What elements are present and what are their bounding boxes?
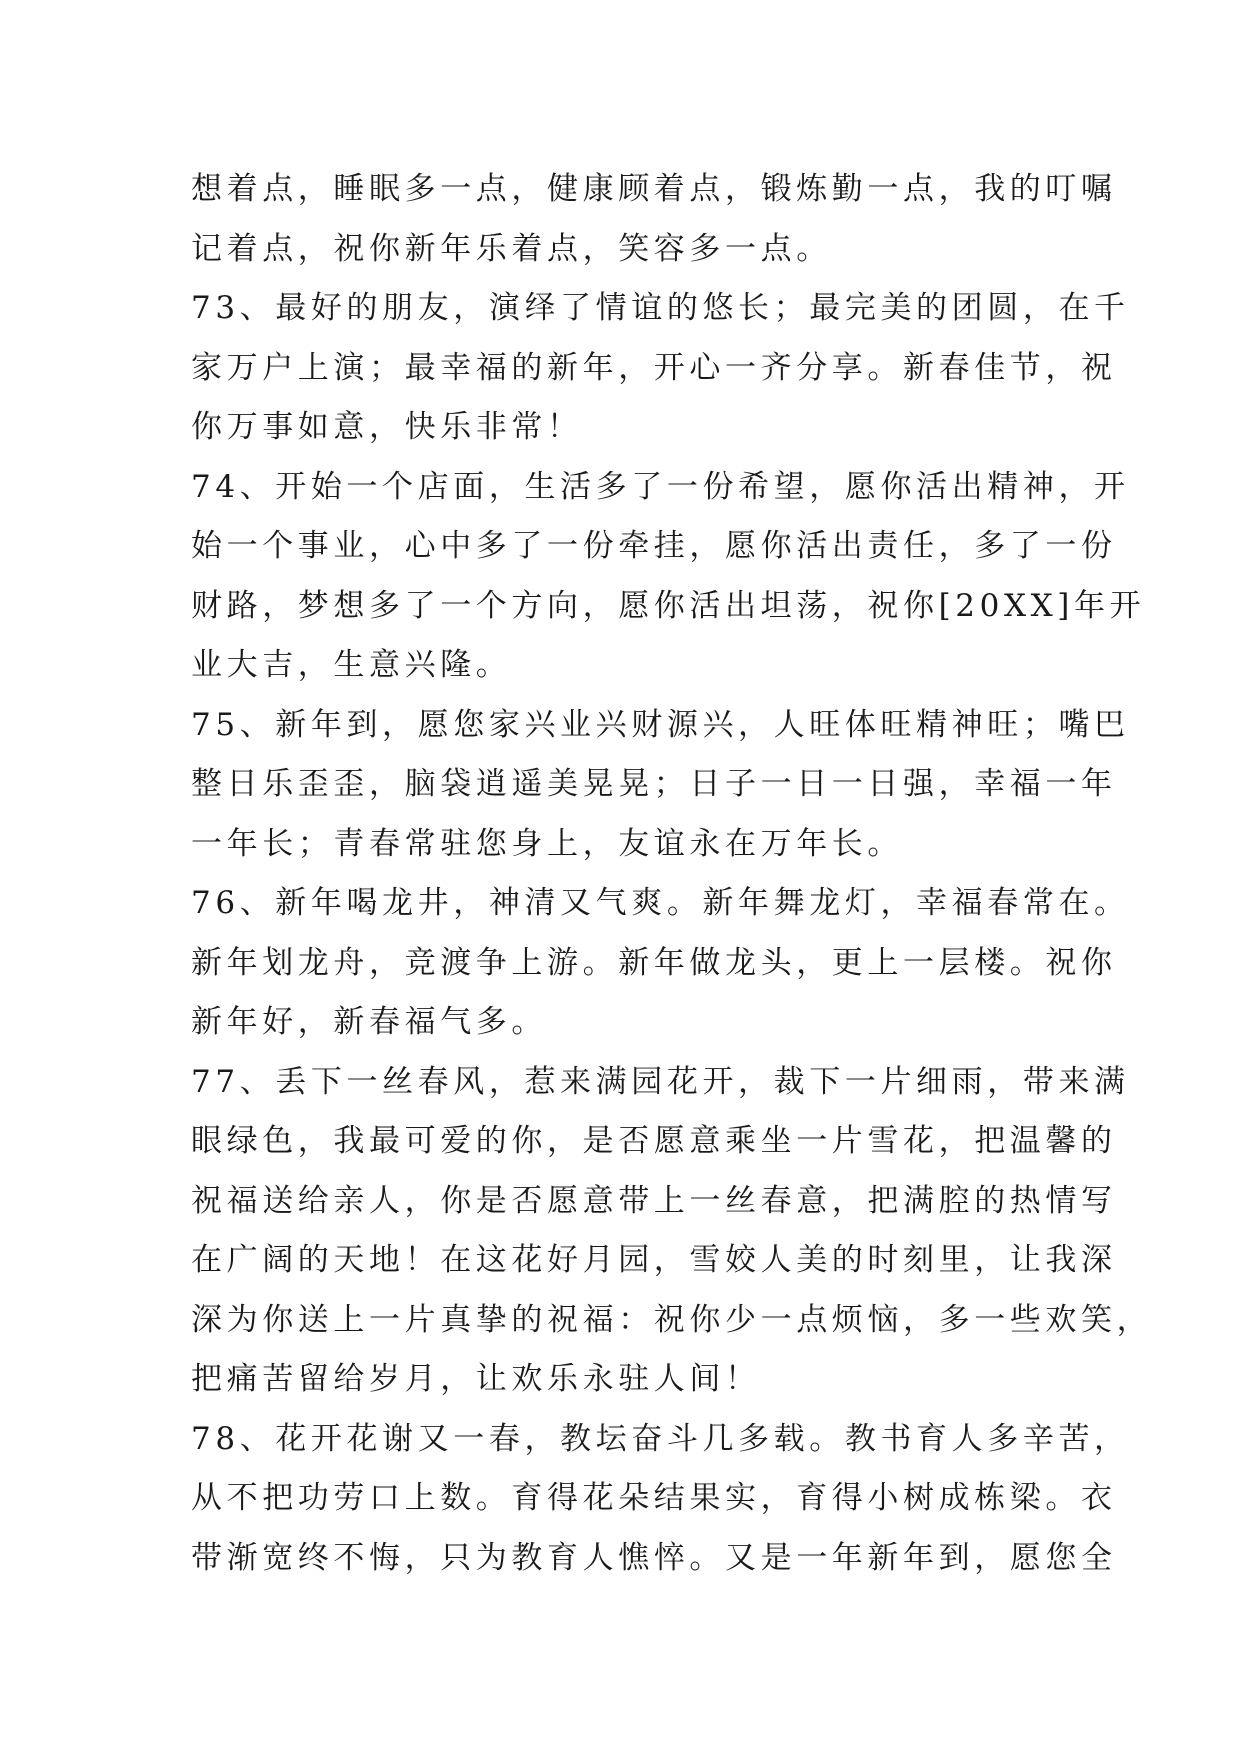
text-line: 始一个事业，心中多了一份牵挂，愿你活出责任，多了一份 xyxy=(191,528,1117,564)
text-line: 新年划龙舟，竞渡争上游。新年做龙头，更上一层楼。祝你 xyxy=(191,944,1117,981)
text-line: 从不把功劳口上数。育得花朵结果实，育得小树成栋梁。衣 xyxy=(191,1480,1117,1516)
text-line: 在广阔的天地！在这花好月园，雪姣人美的时刻里，让我深 xyxy=(191,1242,1117,1278)
text-line: 想着点，睡眠多一点，健康顾着点，锻炼勤一点，我的叮嘱 xyxy=(191,171,1117,207)
text-line: 祝福送给亲人，你是否愿意带上一丝春意，把满腔的热情写 xyxy=(191,1182,1117,1219)
text-line: 74、开始一个店面，生活多了一份希望，愿你活出精神，开 xyxy=(191,468,1130,505)
text-line: 家万户上演；最幸福的新年，开心一齐分享。新春佳节，祝 xyxy=(191,349,1117,386)
text-line: 财路，梦想多了一个方向，愿你活出坦荡，祝你[20XX]年开 xyxy=(191,587,1146,624)
text-line: 记着点，祝你新年乐着点，笑容多一点。 xyxy=(191,230,832,267)
text-line: 把痛苦留给岁月，让欢乐永驻人间！ xyxy=(191,1361,761,1397)
text-line: 业大吉，生意兴隆。 xyxy=(191,647,512,683)
text-line: 75、新年到，愿您家兴业兴财源兴，人旺体旺精神旺；嘴巴 xyxy=(191,706,1130,743)
text-line: 一年长；青春常驻您身上，友谊永在万年长。 xyxy=(191,825,903,862)
text-line: 整日乐歪歪，脑袋逍遥美晃晃；日子一日一日强，幸福一年 xyxy=(191,766,1117,802)
text-line: 77、丢下一丝春风，惹来满园花开，裁下一片细雨，带来满 xyxy=(191,1063,1130,1100)
text-line: 带渐宽终不悔，只为教育人憔悴。又是一年新年到，愿您全 xyxy=(191,1539,1117,1576)
text-line: 73、最好的朋友，演绎了情谊的悠长；最完美的团圆，在千 xyxy=(191,290,1130,326)
text-line: 眼绿色，我最可爱的你，是否愿意乘坐一片雪花，把温馨的 xyxy=(191,1123,1117,1159)
text-line: 78、花开花谢又一春，教坛奋斗几多载。教书育人多辛苦， xyxy=(191,1420,1130,1457)
text-line: 新年好，新春福气多。 xyxy=(191,1004,547,1040)
text-line: 深为你送上一片真挚的祝福：祝你少一点烦恼，多一些欢笑， xyxy=(191,1301,1153,1338)
document-body xyxy=(191,160,1153,1588)
text-line: 你万事如意，快乐非常！ xyxy=(191,409,583,445)
text-line: 76、新年喝龙井，神清又气爽。新年舞龙灯，幸福春常在。 xyxy=(191,885,1130,921)
